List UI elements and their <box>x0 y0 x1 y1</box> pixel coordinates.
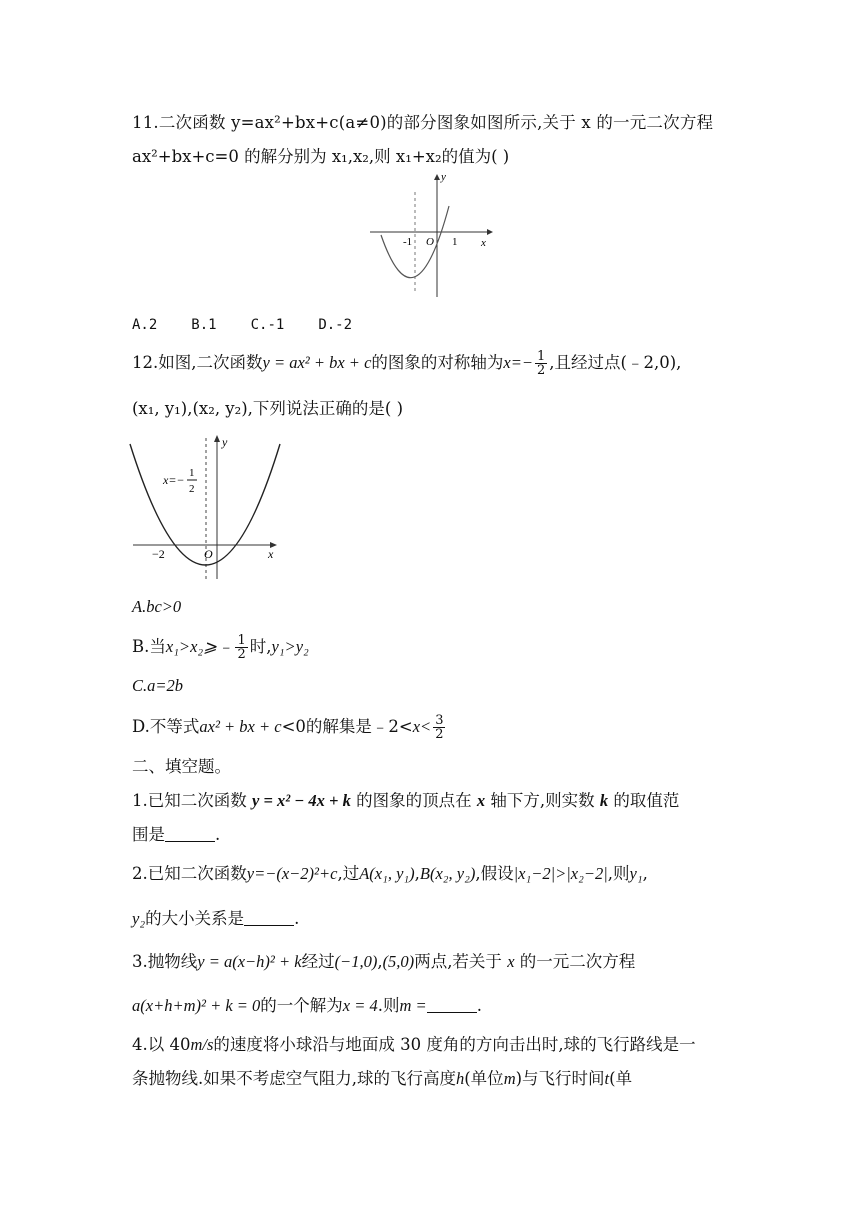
q12-axis-frac-den: 2 <box>189 483 195 495</box>
f2-text-line2: y₂的大小关系是 . <box>132 909 300 928</box>
section-heading-fill-in: 二、填空题。 <box>132 757 231 776</box>
q11-option-a: A.2 <box>132 317 158 333</box>
q11-origin-label: O <box>426 236 434 248</box>
q12-parabola-figure <box>128 434 288 584</box>
q11-neg1-label: -1 <box>403 236 413 248</box>
q11-option-c: C.-1 <box>250 317 285 333</box>
q11-pos1-label: 1 <box>452 236 458 248</box>
f1-answer-blank[interactable] <box>165 825 215 842</box>
q11-option-d: D.-2 <box>318 317 353 333</box>
q12-neg2-label: −2 <box>152 547 165 561</box>
q11-options <box>132 314 352 336</box>
f3-text-line2: a(x+h+m)² + k = 0的一个解为x = 4.则m = . <box>132 996 482 1015</box>
f2-text-line1: 2.已知二次函数y=−(x−2)²+c,过A(x₁, y₁),B(x₂, y₂),假设|x₁−2|>|x₂−2|,则y₁, <box>132 864 648 883</box>
f2-answer-blank[interactable] <box>244 909 294 926</box>
q11-y-axis-label: y <box>441 172 446 183</box>
q12-origin-label: O <box>204 547 213 561</box>
q12-text-line1: 12.如图,二次函数y = ax² + bx + c的图象的对称轴为x=− $\frac{1}{2}$ ,且经过点(﹣2,0), <box>132 349 682 378</box>
q12-y-axis-label: y <box>222 435 228 449</box>
q12-axis-fraction: $\frac{1}{2}$ <box>537 349 546 378</box>
q12-option-b: B.当x₁>x₂⩾﹣ $\frac{1}{2}$ 时,y₁>y₂ <box>132 633 309 662</box>
f1-text-line1: 1.已知二次函数 y = x² − 4x + k 的图象的顶点在 x 轴下方,则实数 k 的取值范 <box>132 791 680 810</box>
f4-text-line2: 条抛物线.如果不考虑空气阻力,球的飞行高度h(单位m)与飞行时间t(单 <box>132 1069 633 1088</box>
q12-function-expr: y = ax² + bx + c <box>262 353 372 372</box>
q11-x-axis-label: x <box>481 237 486 249</box>
q12-option-d: D.不等式ax² + bx + c<0的解集是﹣2<x< $\frac{3}{2}$ <box>132 713 444 742</box>
q12-option-c: C.a=2b <box>132 676 184 695</box>
q11-parabola-figure <box>365 172 495 302</box>
q12-axis-frac-num: 1 <box>189 467 195 479</box>
q11-text-line2: ax²+bx+c=0 的解分别为 x₁,x₂,则 x₁+x₂的值为( ) <box>132 147 510 166</box>
q11-option-b: B.1 <box>191 317 217 333</box>
q12-axis-label: x=− <box>163 473 185 487</box>
f3-answer-blank[interactable] <box>427 996 477 1013</box>
f3-text-line1: 3.抛物线y = a(x−h)² + k经过(−1,0),(5,0)两点,若关于 x 的一元二次方程 <box>132 952 636 971</box>
q12-text-line2: (x₁, y₁),(x₂, y₂),下列说法正确的是( ) <box>132 399 404 418</box>
f4-text-line1: 4.以 40m/s的速度将小球沿与地面成 30 度角的方向击出时,球的飞行路线是一 <box>132 1035 696 1054</box>
f1-text-line2: 围是 . <box>132 825 221 844</box>
q11-text-line1: 11.二次函数 y=ax²+bx+c(a≠0)的部分图象如图所示,关于 x 的一元二次方程 <box>132 113 714 132</box>
q12-x-axis-label: x <box>268 547 274 561</box>
q12-option-a: A.bc>0 <box>132 597 182 616</box>
